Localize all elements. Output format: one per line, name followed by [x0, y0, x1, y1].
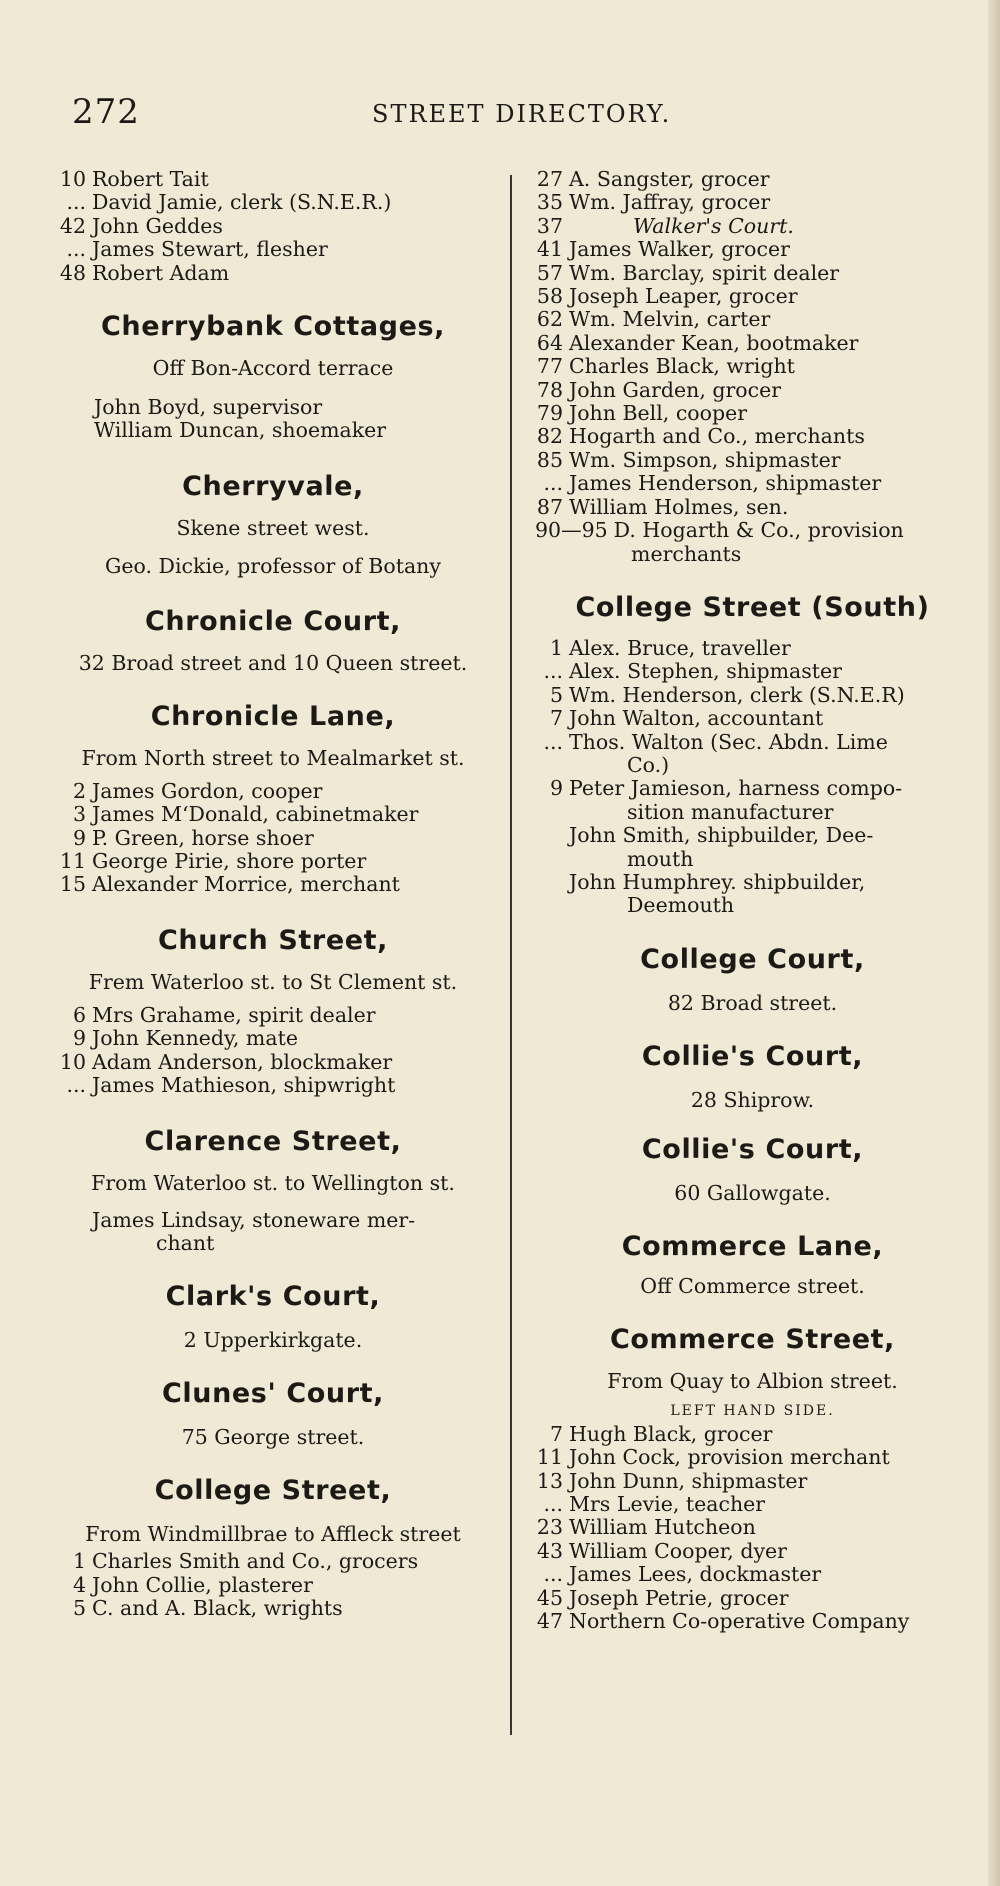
list-item: 1 Charles Smith and Co., grocers	[72, 1549, 419, 1574]
list-item: 15 Alexander Morrice, merchant	[59, 872, 400, 897]
list-item: 42 John Geddes	[59, 213, 223, 238]
section-subtitle: From Windmillbrae to Affleck street	[85, 1522, 461, 1547]
section-heading: College Street,	[154, 1475, 392, 1507]
list-item: 45 Joseph Petrie, grocer	[536, 1585, 789, 1610]
list-item: 1 Alex. Bruce, traveller	[549, 635, 791, 660]
list-item: ... James Henderson, shipmaster	[543, 471, 882, 496]
list-item: 35 Wm. Jaffray, grocer	[536, 190, 771, 215]
list-item: 10 Adam Anderson, blockmaker	[59, 1049, 393, 1074]
list-item: 5 C. and A. Black, wrights	[72, 1596, 343, 1621]
running-title: STREET DIRECTORY.	[372, 100, 672, 128]
list-item: ... David Jamie, clerk (S.N.E.R.)	[66, 190, 392, 215]
section-heading: Clunes' Court,	[161, 1378, 385, 1410]
list-item: 48 Robert Adam	[59, 260, 230, 285]
list-item: 27 A. Sangster, grocer	[536, 167, 770, 191]
list-item: John Boyd, supervisor	[94, 395, 323, 420]
section-heading: Church Street,	[157, 924, 389, 956]
list-item: 7 John Walton, accountant	[549, 706, 824, 731]
section-subtitle: 2 Upperkirkgate.	[183, 1328, 363, 1353]
list-item: ... James Mathieson, shipwright	[66, 1073, 396, 1098]
section-subtitle: 28 Shiprow.	[690, 1087, 815, 1112]
list-item: 11 John Cock, provision merchant	[536, 1445, 890, 1470]
section-subtitle: From Quay to Albion street.	[607, 1368, 898, 1393]
list-item: 2 James Gordon, cooper	[72, 778, 323, 803]
section-subtitle: Frem Waterloo st. to St Clement st.	[88, 969, 458, 994]
list-item: 58 Joseph Leaper, grocer	[536, 284, 798, 309]
entry-list	[535, 1423, 970, 1634]
list-item: 87 William Holmes, sen.	[536, 494, 789, 519]
list-item: 6 Mrs Grahame, spirit dealer	[72, 1002, 376, 1027]
list-item: 62 Wm. Melvin, carter	[536, 307, 771, 332]
list-item-continuation: sition manufacturer	[627, 799, 834, 824]
section-heading: College Court,	[640, 943, 865, 975]
section-subtitle: 60 Gallowgate.	[674, 1180, 831, 1205]
entry-list	[58, 168, 488, 285]
left-column	[58, 168, 488, 1621]
list-item: John Smith, shipbuilder, Dee-	[569, 823, 874, 848]
section-heading: Collie's Court,	[641, 1040, 864, 1072]
section-heading: Collie's Court,	[641, 1133, 864, 1165]
list-item: 77 Charles Black, wright	[536, 354, 795, 379]
list-item-continuation: Deemouth	[627, 893, 735, 918]
list-item: ... Alex. Stephen, shipmaster	[543, 659, 842, 684]
section-subtitle: From Waterloo st. to Wellington st.	[91, 1170, 455, 1195]
page-number: 272	[72, 92, 140, 132]
list-item: 10 Robert Tait	[59, 167, 209, 191]
list-item: 11 George Pirie, shore porter	[59, 849, 367, 874]
section-subtitle: Off Bon-Accord terrace	[152, 356, 394, 381]
list-item: 47 Northern Co-operative Company	[536, 1609, 910, 1634]
list-item: 5 Wm. Henderson, clerk (S.N.E.R)	[549, 682, 905, 707]
list-item: 41 James Walker, grocer	[536, 237, 790, 262]
section-heading: Commerce Lane,	[621, 1230, 884, 1262]
list-item: 85 Wm. Simpson, shipmaster	[536, 447, 841, 472]
section-heading: Chronicle Lane,	[150, 700, 396, 732]
section-subtitle: 82 Broad street.	[667, 990, 838, 1015]
section-subtitle: Off Commerce street.	[640, 1273, 865, 1298]
entry-list	[535, 168, 970, 566]
side-label: LEFT HAND SIDE.	[670, 1402, 835, 1419]
list-item: 4 John Collie, plasterer	[72, 1572, 313, 1597]
list-item: ... James Stewart, flesher	[66, 237, 328, 262]
section-heading: Cherryvale,	[182, 470, 364, 502]
list-item: 64 Alexander Kean, bootmaker	[536, 330, 859, 355]
list-item: 90—95 D. Hogarth & Co., provision	[535, 518, 904, 543]
list-item: 7 Hugh Black, grocer	[549, 1421, 773, 1446]
right-column	[535, 168, 970, 1633]
list-item-continuation: Co.)	[627, 752, 670, 777]
list-item: 13 John Dunn, shipmaster	[536, 1468, 808, 1493]
list-item: 82 Hogarth and Co., merchants	[536, 424, 865, 449]
entry-list	[58, 396, 488, 443]
section-heading: Cherrybank Cottages,	[100, 311, 446, 343]
section-heading: Commerce Street,	[609, 1323, 896, 1355]
list-item: James Lindsay, stoneware mer- chant	[92, 1207, 416, 1255]
section-subtitle: 75 George street.	[181, 1425, 365, 1450]
list-item: John Humphrey. shipbuilder,	[569, 869, 866, 894]
section-heading: Clarence Street,	[144, 1125, 402, 1157]
list-item: William Duncan, shoemaker	[94, 418, 387, 443]
section-heading: College Street (South)	[575, 591, 930, 623]
entry-list	[535, 637, 970, 918]
entry-list	[58, 1550, 488, 1620]
list-item: 3 James M‘Donald, cabinetmaker	[72, 802, 419, 827]
section-subtitle: Skene street west.	[176, 515, 370, 540]
list-item-continuation: mouth	[627, 846, 694, 871]
page-edge-shadow	[988, 0, 1000, 1886]
column-divider	[510, 175, 512, 1735]
list-item: 43 William Cooper, dyer	[536, 1538, 787, 1563]
entry-list	[58, 1004, 488, 1098]
list-item: Geo. Dickie, professor of Botany	[105, 553, 441, 578]
list-item: ... Mrs Levie, teacher	[543, 1492, 766, 1516]
list-item: 37 Walker's Court.	[536, 213, 794, 238]
list-item: 79 John Bell, cooper	[536, 401, 748, 426]
section-heading: Clark's Court,	[165, 1281, 381, 1313]
list-item: 78 John Garden, grocer	[536, 377, 782, 402]
list-item: 9 P. Green, horse shoer	[72, 825, 314, 850]
list-item: ... James Lees, dockmaster	[543, 1562, 822, 1587]
section-subtitle: From North street to Mealmarket st.	[81, 745, 465, 770]
list-item: 9 John Kennedy, mate	[72, 1026, 298, 1051]
list-item: 57 Wm. Barclay, spirit dealer	[536, 260, 840, 285]
section-heading: Chronicle Court,	[144, 605, 401, 637]
section-subtitle: 32 Broad street and 10 Queen street.	[78, 650, 468, 675]
entry-list	[58, 780, 488, 897]
list-item: 9 Peter Jamieson, harness compo-	[549, 776, 903, 801]
list-item-continuation: merchants	[631, 541, 742, 566]
list-item: 23 William Hutcheon	[536, 1515, 756, 1540]
list-item: ... Thos. Walton (Sec. Abdn. Lime	[543, 729, 888, 754]
